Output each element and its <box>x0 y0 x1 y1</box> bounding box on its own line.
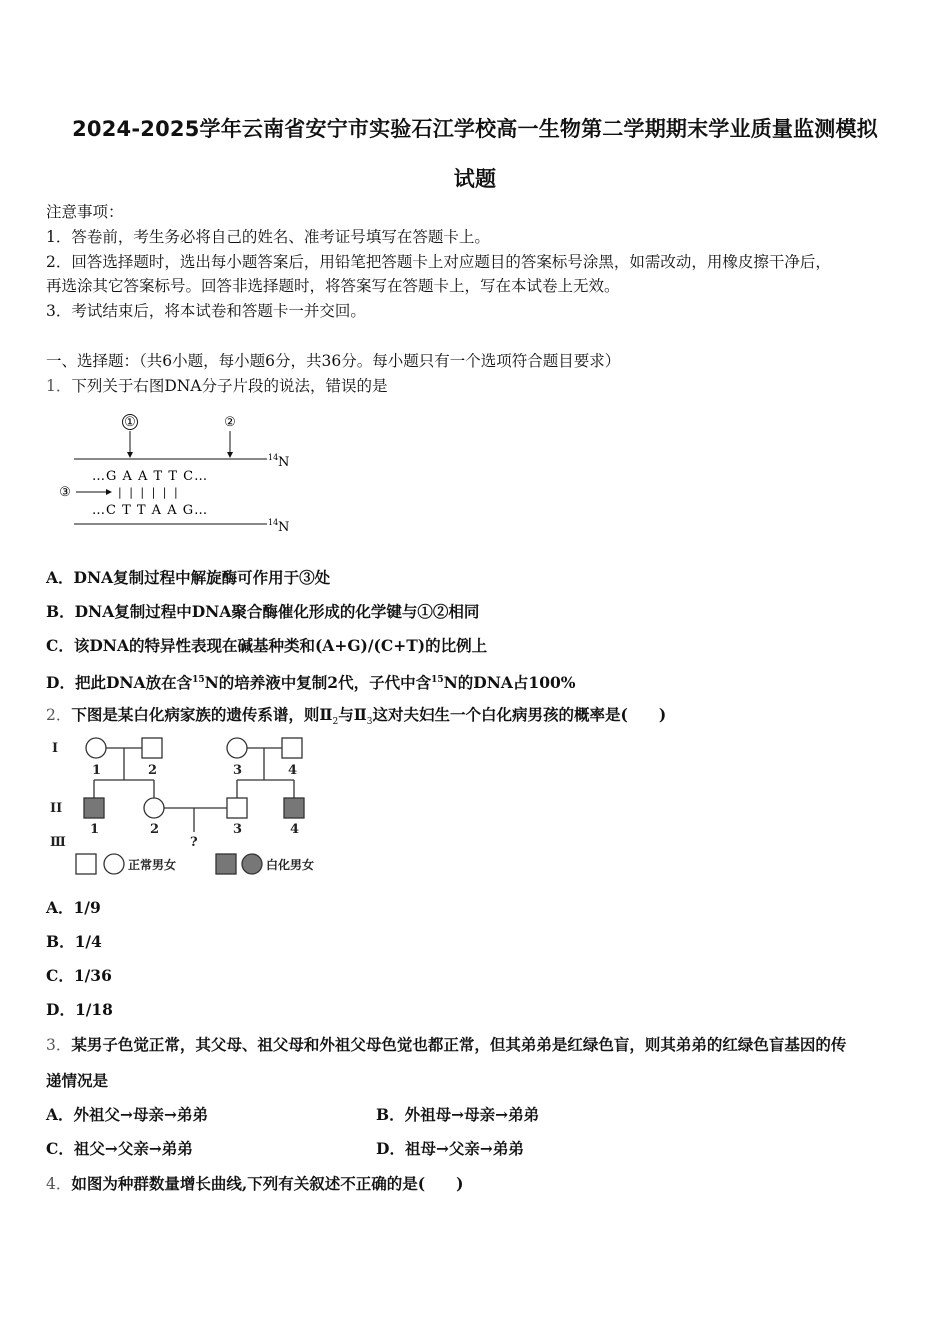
hydrogen-bonds: | | | | | | <box>118 486 180 499</box>
q1-option-a[interactable]: A．DNA复制过程中解旋酶可作用于③处 <box>46 568 331 587</box>
individual-number: 1 <box>92 763 102 778</box>
individual-number: 1 <box>90 822 100 837</box>
q2-option-d[interactable]: D．1/18 <box>46 1000 113 1019</box>
bottom-label-mass: 14 <box>268 518 279 527</box>
notice-item: 3．考试结束后，将本试卷和答题卡一并交回。 <box>46 302 366 320</box>
question-1-stem <box>46 376 388 396</box>
individual-number: 4 <box>288 763 298 778</box>
top-label-element: N <box>278 455 290 470</box>
notice-item: 再选涂其它答案标号。回答非选择题时，将答案写在答题卡上，写在本试卷上无效。 <box>46 277 620 295</box>
subscript: 3 <box>366 717 373 728</box>
q3-option-c[interactable]: C．祖父→父亲→弟弟 <box>46 1139 193 1158</box>
notice-item: 2．回答选择题时，选出每小题答案后，用铅笔把答题卡上对应题目的答案标号涂黑，如需改动，用橡皮擦干净后， <box>46 253 831 271</box>
question-text: 这对夫妇生一个白化病男孩的概率是( ) <box>372 705 667 724</box>
individual-number: 4 <box>290 822 300 837</box>
arrow-2-head <box>227 452 233 458</box>
question-number: 4． <box>46 1175 72 1193</box>
subscript: 2 <box>332 717 339 728</box>
marker-2: ② <box>224 415 236 430</box>
legend-male-normal <box>76 854 96 874</box>
female-normal-symbol <box>86 738 106 758</box>
option-d-text: N的培养液中复制2代，子代中含 <box>204 673 432 693</box>
top-label-mass: 14 <box>268 453 279 462</box>
question-text: 某男子色觉正常，其父母、祖父母和外祖父母色觉也都正常，但其弟弟是红绿色盲，则其弟弟的红绿色盲基因的传 <box>71 1035 847 1054</box>
female-normal-symbol <box>227 738 247 758</box>
q2-option-c[interactable]: C．1/36 <box>46 966 112 985</box>
q2-option-a[interactable]: A．1/9 <box>46 898 101 917</box>
q1-option-b[interactable]: B．DNA复制过程中DNA聚合酶催化形成的化学键与①②相同 <box>46 602 480 621</box>
page-title-line2: 试题 <box>453 167 497 191</box>
male-albino-symbol <box>84 798 104 818</box>
legend-male-albino <box>216 854 236 874</box>
generation-label: Ⅲ <box>50 835 66 850</box>
individual-number: 2 <box>148 763 158 778</box>
generation-label: II <box>50 801 63 816</box>
question-2-stem <box>46 705 666 732</box>
legend-albino-label: 白化男女 <box>266 858 315 872</box>
bottom-strand-bases: …C T T A A G… <box>92 503 209 518</box>
option-d-text: D．把此DNA放在含 <box>46 673 193 693</box>
question-4-stem <box>46 1174 463 1194</box>
generation-label: I <box>52 741 59 756</box>
question-text: 如图为种群数量增长曲线,下列有关叙述不正确的是( ) <box>71 1174 464 1193</box>
question-3-stem-line2: 递情况是 <box>46 1071 109 1090</box>
isotope-mass: 15 <box>431 675 444 685</box>
marker-3: ③ <box>59 485 71 500</box>
notice-item: 1．答卷前，考生务必将自己的姓名、准考证号填写在答题卡上。 <box>46 228 490 246</box>
isotope-mass: 15 <box>192 675 205 685</box>
question-number: 1． <box>46 377 72 395</box>
unknown-offspring: ? <box>190 835 198 850</box>
male-normal-symbol <box>142 738 162 758</box>
q3-option-a[interactable]: A．外祖父→母亲→弟弟 <box>46 1105 209 1124</box>
individual-number: 3 <box>233 763 243 778</box>
q3-option-d[interactable]: D．祖母→父亲→弟弟 <box>376 1139 524 1158</box>
top-strand-bases: …G A A T T C… <box>92 469 209 484</box>
pedigree-figure <box>44 732 344 880</box>
q1-option-c[interactable]: C．该DNA的特异性表现在碱基种类和(A+G)/(C+T)的比例上 <box>46 636 488 655</box>
bottom-label-element: N <box>278 520 290 535</box>
female-normal-symbol <box>144 798 164 818</box>
question-text: 下列关于右图DNA分子片段的说法，错误的是 <box>71 377 388 395</box>
arrow-1-head <box>127 452 133 458</box>
question-number: 2． <box>46 706 72 724</box>
legend-female-normal <box>104 854 124 874</box>
dna-fragment-figure <box>52 408 302 538</box>
q3-option-b[interactable]: B．外祖母→母亲→弟弟 <box>376 1105 540 1124</box>
section-heading: 一、选择题：（共6小题，每小题6分，共36分。每小题只有一个选项符合题目要求） <box>46 352 621 370</box>
male-normal-symbol <box>282 738 302 758</box>
option-d-text: N的DNA占100% <box>443 673 576 693</box>
q1-option-d[interactable] <box>46 670 576 693</box>
q2-option-b[interactable]: B．1/4 <box>46 932 102 951</box>
individual-number: 3 <box>233 822 243 837</box>
page-title: 2024-2025学年云南省安宁市实验石江学校高一生物第二学期期末学业质量监测模拟 <box>72 117 878 141</box>
individual-number: 2 <box>150 822 160 837</box>
legend-female-albino <box>242 854 262 874</box>
question-text: 下图是某白化病家族的遗传系谱，则Ⅱ <box>71 705 333 724</box>
question-text: 与Ⅱ <box>338 705 367 724</box>
question-number: 3． <box>46 1036 72 1054</box>
question-3-stem <box>46 1035 846 1055</box>
arrow-3-head <box>106 489 112 495</box>
male-normal-symbol <box>227 798 247 818</box>
male-albino-symbol <box>284 798 304 818</box>
marker-1: ① <box>124 415 136 430</box>
notice-heading: 注意事项： <box>46 203 124 221</box>
legend-normal-label: 正常男女 <box>128 858 177 872</box>
